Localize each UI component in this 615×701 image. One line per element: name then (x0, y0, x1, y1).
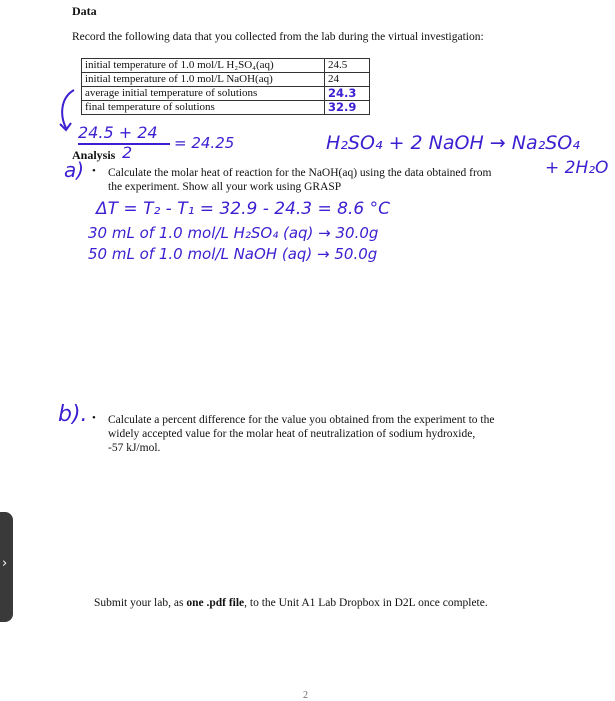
table-cell-value: 24 (325, 73, 370, 87)
record-instructions: Record the following data that you collected from the lab during the virtual investigation: (72, 31, 484, 43)
table-cell-label: average initial temperature of solutions (82, 87, 325, 101)
question-b-text-line3: -57 kJ/mol. (108, 442, 161, 454)
table-cell-label: initial temperature of 1.0 mol/L H₂SO₄(aq) (82, 59, 325, 73)
question-b-bullet: • (92, 412, 96, 424)
table-row (82, 73, 370, 87)
table-cell-value: 24.5 (325, 59, 370, 73)
handwritten-equation-tail: + 2H₂O (545, 158, 609, 178)
chevron-right-icon: › (2, 556, 8, 571)
table-cell-value-handwritten: 32.9 (325, 101, 370, 115)
question-b-marker: b). (58, 402, 88, 427)
table-cell-label: initial temperature of 1.0 mol/L NaOH(aq) (82, 73, 325, 87)
handwritten-acid-mass: 30 mL of 1.0 mol/L H₂SO₄ (aq) → 30.0g (88, 224, 379, 242)
handwritten-average-numerator: 24.5 + 24 (78, 123, 158, 142)
question-b-text-line2: widely accepted value for the molar heat of neutralization of sodium hydroxide, (108, 428, 476, 440)
question-a-bullet: • (92, 165, 96, 177)
handwritten-base-mass: 50 mL of 1.0 mol/L NaOH (aq) → 50.0g (88, 245, 378, 263)
table-cell-label: final temperature of solutions (82, 101, 325, 115)
table-cell-value-handwritten: 24.3 (325, 87, 370, 101)
table-row (82, 87, 370, 101)
question-b-text-line1: Calculate a percent difference for the value you obtained from the experiment to the (108, 414, 495, 426)
submit-instructions (94, 597, 488, 609)
table-row (82, 59, 370, 73)
data-heading: Data (72, 4, 97, 18)
handwritten-delta-t: ΔT = T₂ - T₁ = 32.9 - 24.3 = 8.6 °C (96, 199, 390, 219)
table-row (82, 101, 370, 115)
data-table (81, 58, 370, 115)
submit-text-pre: Submit your lab, as (94, 597, 187, 609)
analysis-heading: Analysis (72, 148, 116, 162)
submit-text-post: , to the Unit A1 Lab Dropbox in D2L once complete. (244, 597, 488, 609)
handwritten-equation: H₂SO₄ + 2 NaOH → Na₂SO₄ (326, 132, 580, 154)
question-a-marker: a) (64, 158, 85, 182)
page-number: 2 (303, 690, 308, 701)
handwritten-average-denominator: 2 (122, 143, 133, 162)
submit-text-bold: one .pdf file (186, 597, 245, 609)
side-panel-tab[interactable] (0, 512, 13, 622)
question-a-text-line1: Calculate the molar heat of reaction for the NaOH(aq) using the data obtained from (108, 167, 492, 179)
handwritten-average-result: = 24.25 (174, 134, 235, 152)
question-a-text-line2: the experiment. Show all your work using GRASP (108, 181, 342, 193)
